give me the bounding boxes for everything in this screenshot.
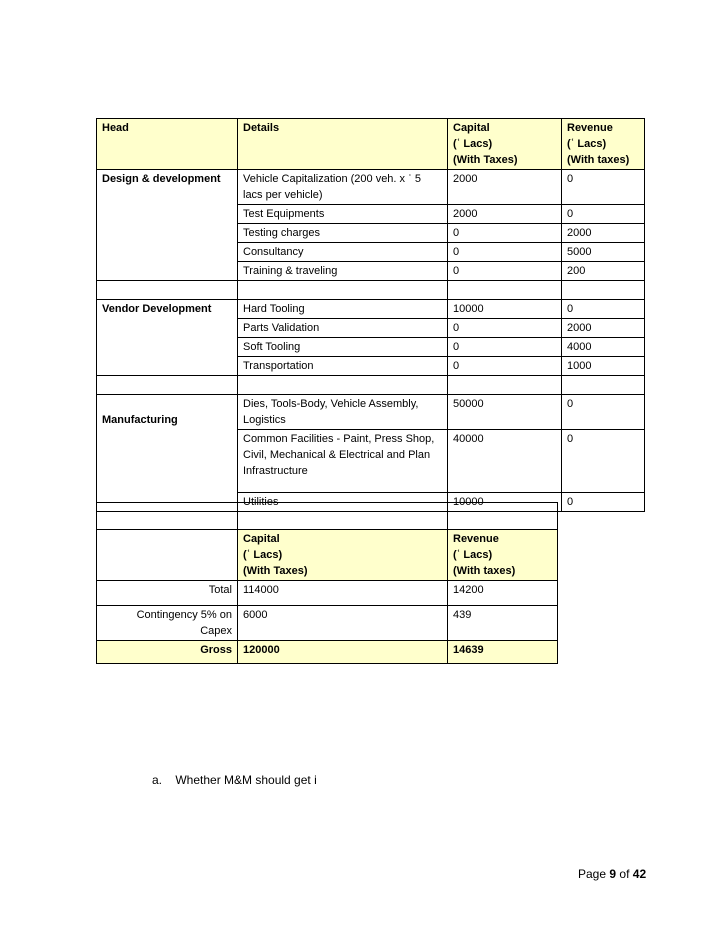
row-capital: 2000 — [448, 170, 562, 205]
row-details: Training & traveling — [238, 262, 448, 281]
list-item-note — [152, 773, 317, 787]
table-row — [97, 170, 645, 205]
summary-header-revenue-line: (ʿ Lacs) — [453, 549, 493, 561]
summary-row-contingency — [97, 606, 558, 641]
row-revenue: 1000 — [562, 357, 645, 376]
row-revenue: 200 — [562, 262, 645, 281]
of-word: of — [619, 867, 630, 881]
spacer-row — [97, 281, 645, 300]
section-head: Design & development — [97, 170, 238, 281]
table-row — [97, 300, 645, 319]
page-footer — [578, 867, 646, 881]
row-details: Testing charges — [238, 224, 448, 243]
header-revenue-line: (ʿ Lacs) — [567, 138, 607, 150]
row-revenue: 2000 — [562, 319, 645, 338]
row-capital: 0 — [448, 319, 562, 338]
row-details: Transportation — [238, 357, 448, 376]
summary-revenue: 439 — [448, 606, 558, 641]
section-head: Manufacturing — [97, 395, 238, 512]
summary-header-blank — [97, 530, 238, 581]
row-details: Utilities — [238, 493, 448, 512]
row-capital: 0 — [448, 262, 562, 281]
summary-header-capital-line: Capital — [243, 533, 280, 545]
note-text: Whether M&M should get i — [175, 773, 317, 787]
row-details: Common Facilities - Paint, Press Shop, Civil, Mechanical & Electrical and Plan Infrastructure — [238, 430, 448, 493]
table-row — [97, 395, 645, 430]
row-details: Vehicle Capitalization (200 veh. x ʿ 5 lacs per vehicle) — [238, 170, 448, 205]
header-head: Head — [97, 119, 238, 170]
page-number: 9 — [609, 867, 617, 881]
summary-capital: 114000 — [238, 581, 448, 606]
row-capital: 10000 — [448, 300, 562, 319]
header-revenue — [562, 119, 645, 170]
summary-header-revenue-line: Revenue — [453, 533, 499, 545]
row-capital: 0 — [448, 224, 562, 243]
list-marker: a. — [152, 773, 163, 787]
row-revenue: 0 — [562, 170, 645, 205]
row-details: Test Equipments — [238, 205, 448, 224]
row-details: Dies, Tools-Body, Vehicle Assembly, Logistics — [238, 395, 448, 430]
table-header-row — [97, 119, 645, 170]
row-revenue: 2000 — [562, 224, 645, 243]
total-pages: 42 — [632, 867, 647, 881]
summary-header-capital — [238, 530, 448, 581]
summary-capital: 6000 — [238, 606, 448, 641]
row-capital: 0 — [448, 338, 562, 357]
row-capital: 50000 — [448, 395, 562, 430]
cost-table — [96, 118, 645, 512]
header-revenue-line: (With taxes) — [567, 154, 630, 166]
summary-revenue: 14200 — [448, 581, 558, 606]
page-word: Page — [578, 867, 607, 881]
summary-header-revenue-line: (With taxes) — [453, 565, 516, 577]
row-capital: 0 — [448, 243, 562, 262]
summary-table — [96, 502, 558, 664]
spacer-row — [97, 503, 558, 530]
header-capital-line: Capital — [453, 122, 490, 134]
row-details: Soft Tooling — [238, 338, 448, 357]
summary-label: Contingency 5% on Capex — [97, 606, 238, 641]
row-details: Consultancy — [238, 243, 448, 262]
summary-capital: 120000 — [238, 641, 448, 664]
header-capital-line: (ʿ Lacs) — [453, 138, 493, 150]
header-revenue-line: Revenue — [567, 122, 613, 134]
summary-header-capital-line: (With Taxes) — [243, 565, 308, 577]
summary-label: Total — [97, 581, 238, 606]
row-capital: 2000 — [448, 205, 562, 224]
section-head: Vendor Development — [97, 300, 238, 376]
summary-row-gross — [97, 641, 558, 664]
summary-label: Gross — [97, 641, 238, 664]
header-capital-line: (With Taxes) — [453, 154, 518, 166]
row-revenue: 0 — [562, 395, 645, 430]
summary-header-row — [97, 530, 558, 581]
row-revenue: 4000 — [562, 338, 645, 357]
row-revenue: 0 — [562, 205, 645, 224]
row-capital: 40000 — [448, 430, 562, 493]
row-revenue: 0 — [562, 493, 645, 512]
summary-revenue: 14639 — [448, 641, 558, 664]
summary-header-revenue — [448, 530, 558, 581]
row-capital: 0 — [448, 357, 562, 376]
row-revenue: 0 — [562, 300, 645, 319]
summary-header-capital-line: (ʿ Lacs) — [243, 549, 283, 561]
row-revenue: 5000 — [562, 243, 645, 262]
row-details: Hard Tooling — [238, 300, 448, 319]
spacer-row — [97, 376, 645, 395]
header-capital — [448, 119, 562, 170]
row-capital: 10000 — [448, 493, 562, 512]
row-details: Parts Validation — [238, 319, 448, 338]
summary-row-total — [97, 581, 558, 606]
header-details: Details — [238, 119, 448, 170]
row-revenue: 0 — [562, 430, 645, 493]
